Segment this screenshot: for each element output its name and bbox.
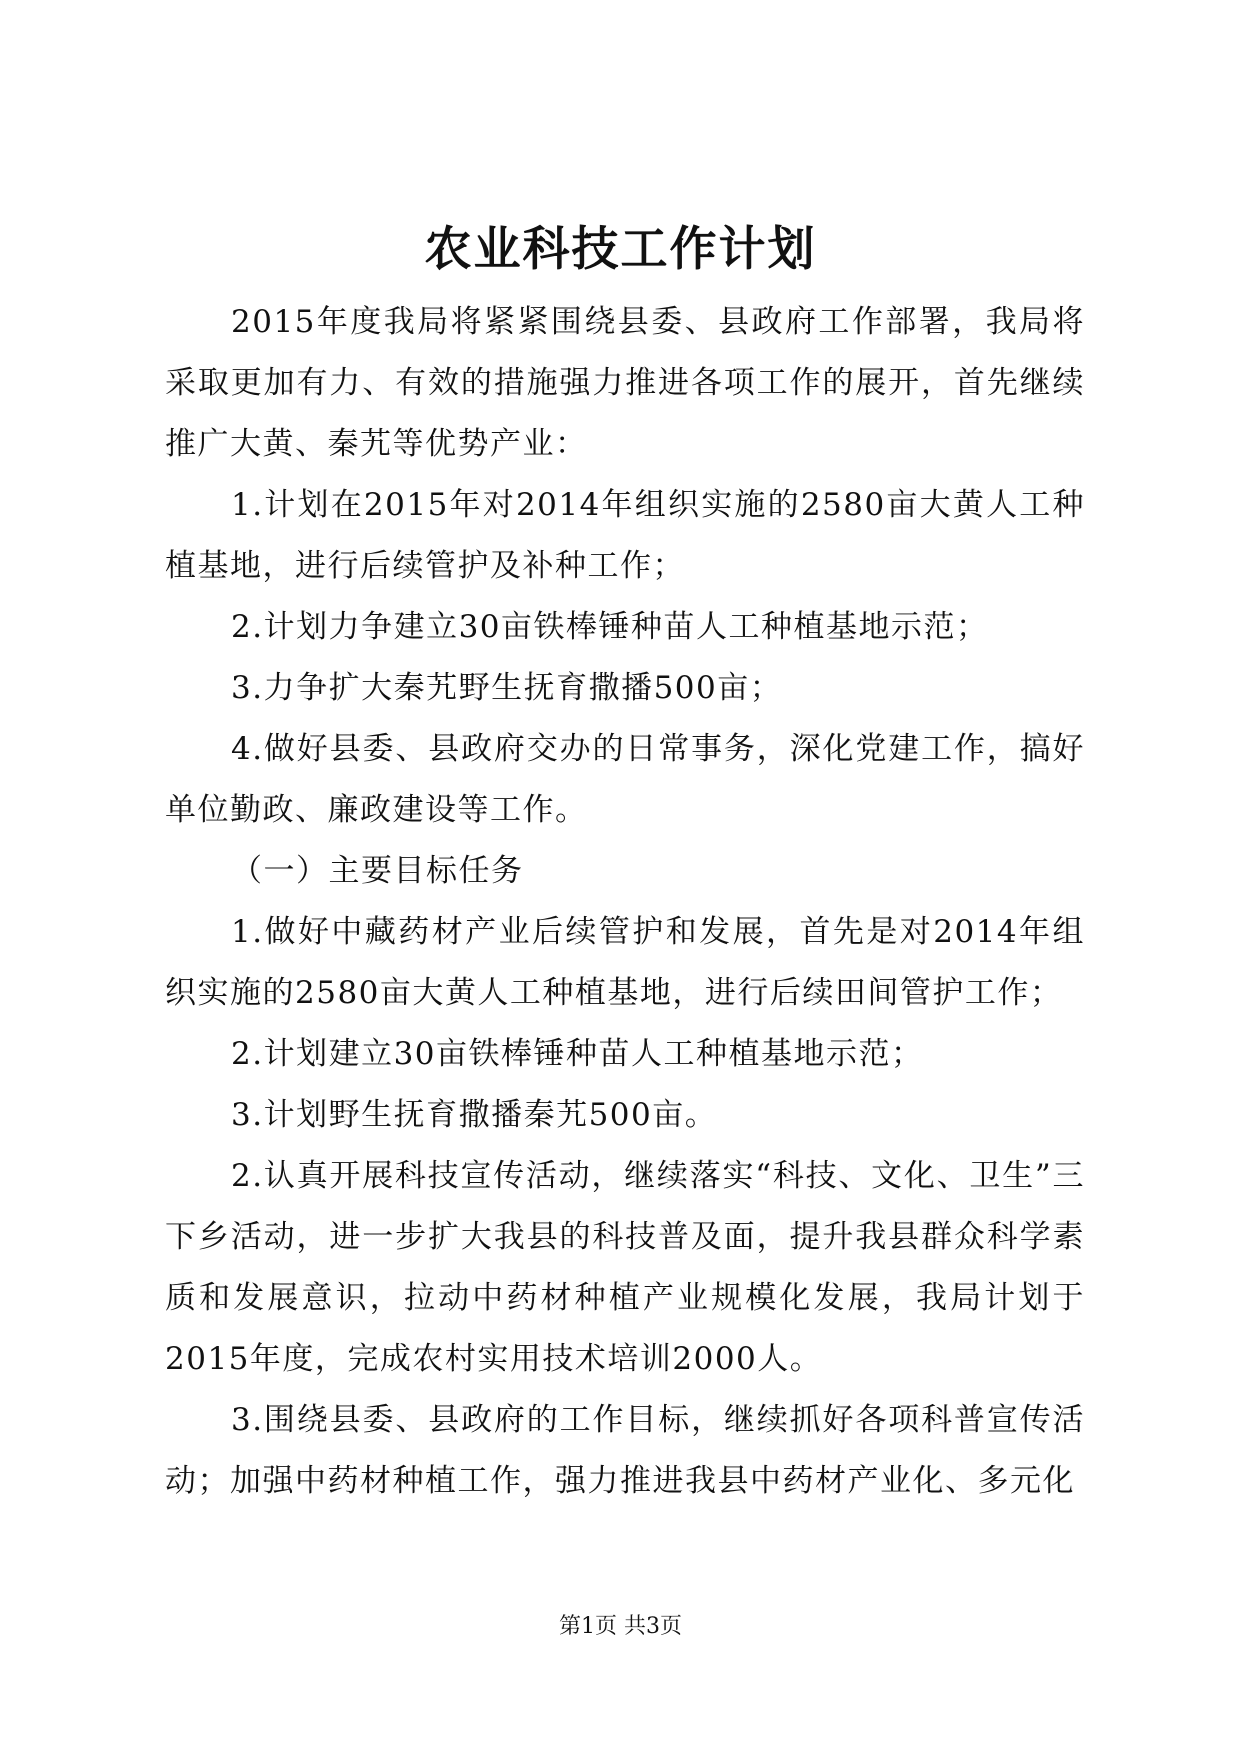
paragraph-intro: 2015年度我局将紧紧围绕县委、县政府工作部署，我局将采取更加有力、有效的措施强力推进各项工作的展开，首先继续推广大黄、秦艽等优势产业： bbox=[165, 304, 1085, 462]
paragraph-item-2: 2.计划力争建立30亩铁棒锤种苗人工种植基地示范； bbox=[231, 609, 989, 645]
paragraph-goal-3: 3.计划野生抚育撒播秦艽500亩。 bbox=[231, 1097, 718, 1133]
paragraph-item-3: 3.力争扩大秦艽野生抚育撒播500亩； bbox=[231, 670, 783, 706]
page-footer: 第1页 共3页 bbox=[559, 1614, 682, 1639]
paragraph-item-4: 4.做好县委、县政府交办的日常事务，深化党建工作，搞好单位勤政、廉政建设等工作。 bbox=[165, 731, 1085, 828]
document-body bbox=[165, 292, 1085, 1512]
section-heading-goals: （一）主要目标任务 bbox=[231, 853, 524, 889]
paragraph-task-2: 2.认真开展科技宣传活动，继续落实“科技、文化、卫生”三下乡活动，进一步扩大我县的科技普及面，提升我县群众科学素质和发展意识，拉动中药材种植产业规模化发展，我局计划于2015年度，完成农村实用技术培训2000人。 bbox=[165, 1158, 1085, 1377]
paragraph-goal-2: 2.计划建立30亩铁棒锤种苗人工种植基地示范； bbox=[231, 1036, 924, 1072]
paragraph-item-1: 1.计划在2015年对2014年组织实施的2580亩大黄人工种植基地，进行后续管护及补种工作； bbox=[165, 487, 1085, 584]
paragraph-goal-1: 1.做好中藏药材产业后续管护和发展，首先是对2014年组织实施的2580亩大黄人工种植基地，进行后续田间管护工作； bbox=[165, 914, 1085, 1011]
document-title: 农业科技工作计划 bbox=[424, 222, 817, 277]
paragraph-task-3: 3.围绕县委、县政府的工作目标，继续抓好各项科普宣传活动；加强中药材种植工作，强力推进我县中药材产业化、多元化 bbox=[165, 1402, 1085, 1499]
